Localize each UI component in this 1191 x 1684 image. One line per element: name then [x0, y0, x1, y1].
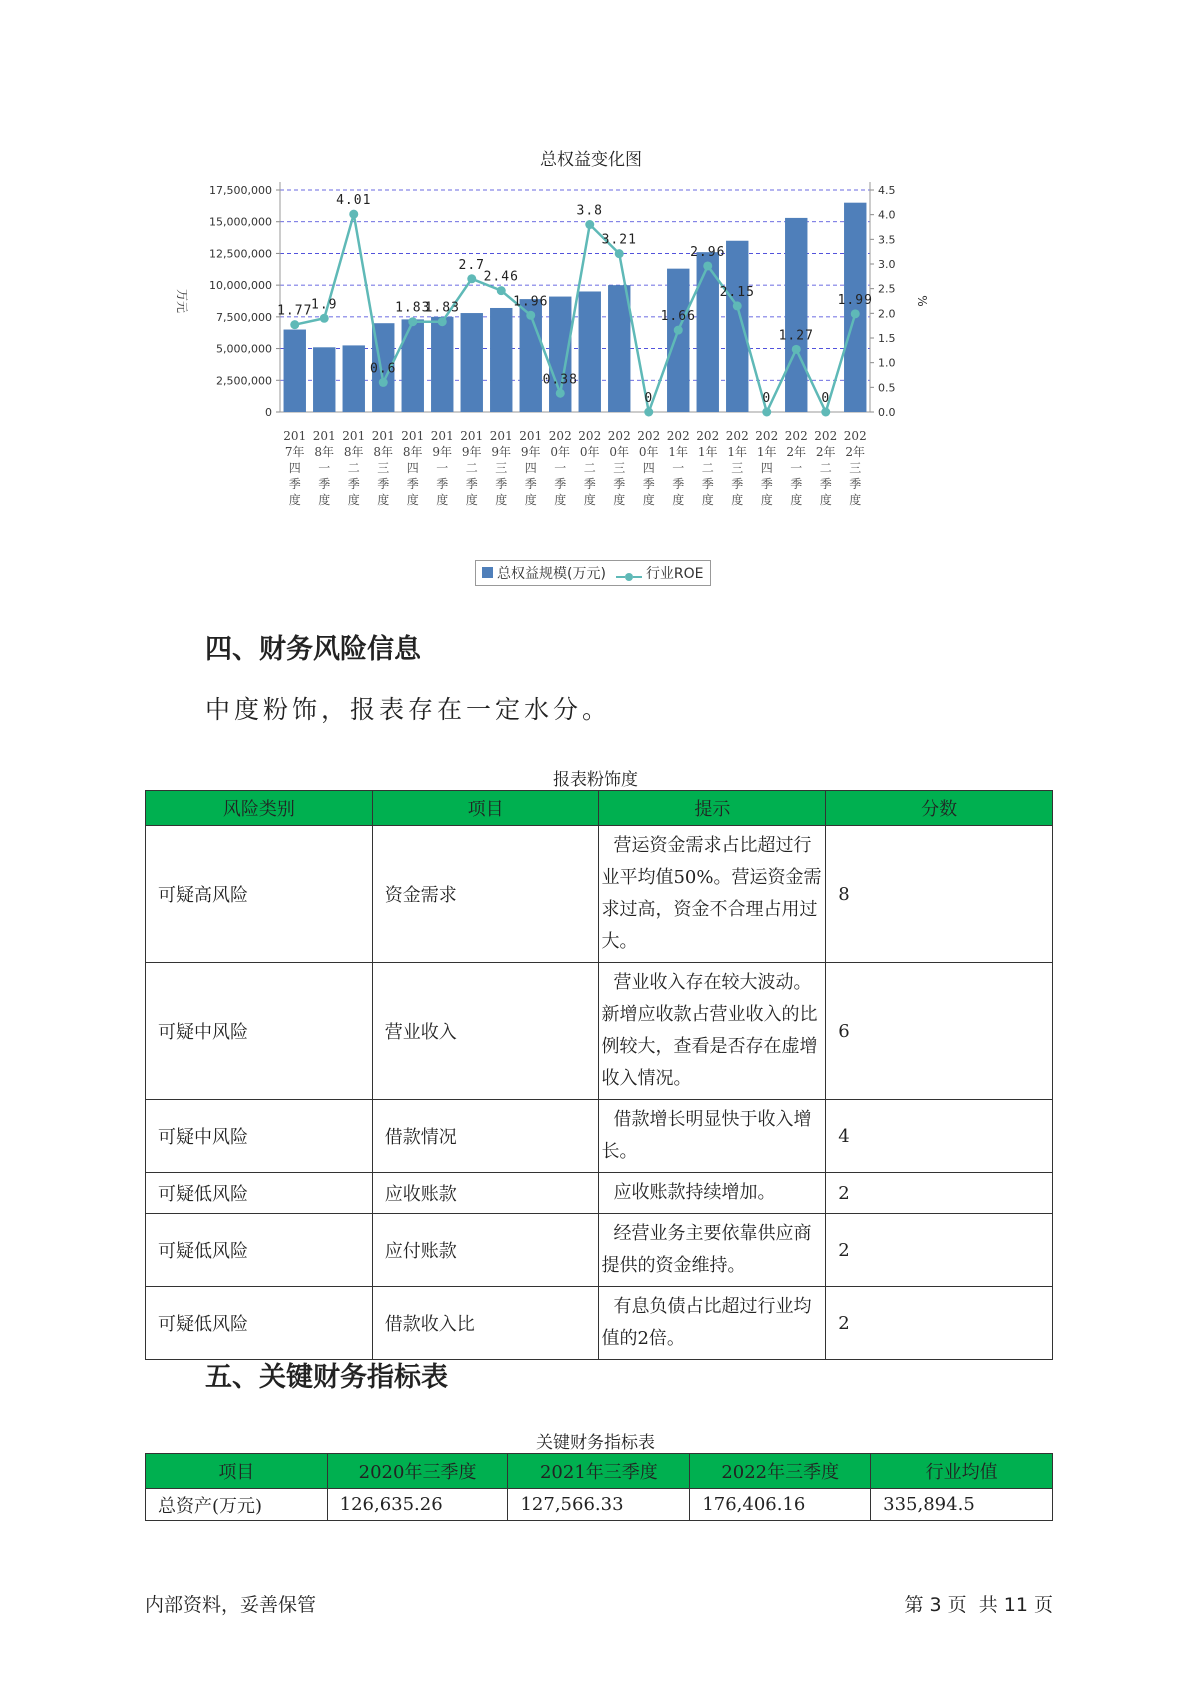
risk-item: 借款情况 — [372, 1100, 599, 1173]
x-tick-label: 季 — [642, 477, 655, 491]
y-left-tick-label: 12,500,000 — [209, 247, 272, 261]
chart-title: 总权益变化图 — [540, 150, 642, 170]
y-right-tick-label: 0.0 — [878, 406, 896, 419]
roe-data-label: 0.6 — [370, 361, 397, 377]
y-right-tick-label: 1.0 — [878, 356, 896, 370]
equity-bar — [490, 308, 512, 412]
x-tick-label: 一 — [318, 461, 331, 475]
roe-data-label: 4.01 — [336, 193, 372, 209]
x-tick-label: 202 — [725, 429, 749, 443]
roe-point — [467, 274, 476, 283]
x-tick-label: 二 — [701, 461, 714, 475]
risk-category: 可疑低风险 — [146, 1287, 373, 1360]
header-cell: 分数 — [826, 791, 1053, 826]
x-tick-label: 度 — [406, 493, 419, 507]
risk-hint: 营运资金需求占比超过行业平均值50%。营运资金需求过高，资金不合理占用过大。 — [599, 826, 826, 963]
risk-table — [145, 790, 1053, 1360]
roe-data-label: 2.15 — [719, 284, 755, 300]
x-tick-label: 201 — [519, 429, 543, 443]
x-tick-label: 季 — [288, 477, 301, 491]
header-cell: 项目 — [372, 791, 599, 826]
risk-hint: 营业收入存在较大波动。新增应收款占营业收入的比例较大，查看是否存在虚增收入情况。 — [599, 963, 826, 1100]
roe-point — [733, 301, 742, 310]
risk-item: 应收账款 — [372, 1173, 599, 1214]
y-left-tick-label: 15,000,000 — [209, 215, 272, 229]
risk-score: 8 — [826, 826, 1053, 963]
x-tick-label: 202 — [607, 429, 631, 443]
table-row — [146, 1489, 1053, 1521]
risk-table-caption: 报表粉饰度 — [553, 770, 638, 790]
roe-point — [526, 311, 535, 320]
x-tick-label: 度 — [288, 493, 301, 507]
risk-score: 2 — [826, 1173, 1053, 1214]
x-tick-label: 度 — [524, 493, 537, 507]
x-tick-label: 度 — [760, 493, 773, 507]
x-tick-label: 201 — [342, 429, 366, 443]
x-tick-label: 8年 — [314, 445, 335, 459]
x-tick-label: 二 — [347, 461, 360, 475]
x-tick-label: 度 — [554, 493, 567, 507]
kpi-table-caption: 关键财务指标表 — [536, 1433, 655, 1453]
x-tick-label: 度 — [377, 493, 390, 507]
x-tick-label: 三 — [613, 461, 626, 475]
x-tick-label: 1年 — [756, 445, 777, 459]
x-tick-label: 9年 — [461, 445, 482, 459]
roe-point — [703, 261, 712, 270]
y-left-tick-label: 10,000,000 — [209, 279, 272, 293]
header-cell: 2021年三季度 — [508, 1454, 690, 1489]
risk-item: 应付账款 — [372, 1214, 599, 1287]
x-tick-label: 季 — [436, 477, 449, 491]
x-tick-label: 季 — [819, 477, 832, 491]
x-tick-label: 202 — [843, 429, 867, 443]
x-tick-label: 201 — [312, 429, 336, 443]
roe-data-label: 1.99 — [837, 292, 873, 308]
risk-score: 2 — [826, 1214, 1053, 1287]
roe-point — [349, 210, 358, 219]
x-tick-label: 一 — [554, 461, 567, 475]
x-tick-label: 度 — [819, 493, 832, 507]
roe-point — [408, 317, 417, 326]
header-cell: 2020年三季度 — [327, 1454, 508, 1489]
equity-bar — [579, 291, 601, 412]
header-cell: 提示 — [599, 791, 826, 826]
risk-summary: 中度粉饰，报表存在一定水分。 — [205, 695, 612, 724]
x-tick-label: 一 — [672, 461, 685, 475]
footer-confidential: 内部资料，妥善保管 — [145, 1594, 317, 1616]
roe-point — [438, 317, 447, 326]
x-tick-label: 四 — [524, 461, 537, 475]
kpi-table — [145, 1453, 1053, 1521]
roe-point — [792, 345, 801, 354]
kpi-item: 总资产(万元) — [146, 1489, 328, 1521]
x-tick-label: 度 — [465, 493, 478, 507]
y-right-tick-label: 3.0 — [878, 258, 896, 271]
equity-bar — [284, 330, 306, 412]
roe-data-label: 0.38 — [542, 372, 578, 388]
x-tick-label: 季 — [465, 477, 478, 491]
x-tick-label: 季 — [406, 477, 419, 491]
roe-data-label: 1.83 — [424, 300, 460, 316]
x-tick-label: 度 — [347, 493, 360, 507]
legend-line-item — [616, 563, 704, 583]
roe-point — [674, 326, 683, 335]
x-tick-label: 四 — [288, 461, 301, 475]
x-tick-label: 季 — [701, 477, 714, 491]
x-tick-label: 2年 — [815, 445, 836, 459]
x-tick-label: 四 — [406, 461, 419, 475]
roe-point — [290, 320, 299, 329]
x-tick-label: 202 — [784, 429, 808, 443]
roe-data-label: 1.66 — [660, 309, 696, 325]
kpi-section-title: 五、关键财务指标表 — [205, 1362, 448, 1393]
x-tick-label: 季 — [583, 477, 596, 491]
x-tick-label: 季 — [318, 477, 331, 491]
x-tick-label: 1年 — [668, 445, 689, 459]
risk-hint: 经营业务主要依靠供应商提供的资金维持。 — [599, 1214, 826, 1287]
x-tick-label: 201 — [430, 429, 454, 443]
risk-category: 可疑低风险 — [146, 1214, 373, 1287]
roe-data-label: 2.46 — [483, 269, 519, 285]
y-right-tick-label: 4.0 — [878, 208, 896, 222]
y-right-tick-label: 2.5 — [878, 282, 896, 296]
header-cell: 行业均值 — [871, 1454, 1053, 1489]
roe-data-label: 3.21 — [601, 232, 637, 248]
x-tick-label: 202 — [637, 429, 661, 443]
y-right-tick-label: 0.5 — [878, 381, 896, 395]
roe-point — [615, 249, 624, 258]
y-right-tick-label: 2.0 — [878, 307, 896, 321]
x-tick-label: 2年 — [845, 445, 866, 459]
x-tick-label: 季 — [790, 477, 803, 491]
risk-hint: 借款增长明显快于收入增长。 — [599, 1100, 826, 1173]
roe-point — [320, 314, 329, 323]
x-tick-label: 201 — [460, 429, 484, 443]
roe-data-label: 0 — [644, 391, 654, 406]
roe-point — [821, 408, 830, 417]
y-left-tick-label: 0 — [265, 406, 272, 419]
x-tick-label: 1年 — [727, 445, 748, 459]
equity-bar — [343, 345, 365, 412]
legend-bar-item — [482, 563, 606, 583]
kpi-table-header — [146, 1454, 1053, 1489]
roe-data-label: 1.83 — [395, 300, 431, 316]
x-tick-label: 二 — [819, 461, 832, 475]
roe-point — [556, 389, 565, 398]
x-tick-label: 度 — [613, 493, 626, 507]
x-tick-label: 季 — [377, 477, 390, 491]
risk-category: 可疑中风险 — [146, 963, 373, 1100]
x-tick-label: 8年 — [402, 445, 423, 459]
kpi-value-2021: 127,566.33 — [508, 1489, 690, 1521]
y-left-axis-label: 万元 — [175, 288, 189, 314]
x-tick-label: 一 — [790, 461, 803, 475]
x-tick-label: 度 — [318, 493, 331, 507]
table-row — [146, 1287, 1053, 1360]
x-tick-label: 季 — [613, 477, 626, 491]
x-tick-label: 202 — [548, 429, 572, 443]
kpi-industry-avg: 335,894.5 — [871, 1489, 1053, 1521]
table-row — [146, 1173, 1053, 1214]
x-tick-label: 季 — [731, 477, 744, 491]
roe-data-label: 2.7 — [458, 257, 485, 273]
x-tick-label: 201 — [489, 429, 513, 443]
x-tick-label: 度 — [436, 493, 449, 507]
legend-line-swatch — [616, 573, 642, 581]
y-right-axis-label: % — [915, 295, 929, 307]
x-tick-label: 1年 — [697, 445, 718, 459]
x-tick-label: 7年 — [284, 445, 305, 459]
x-tick-label: 度 — [731, 493, 744, 507]
roe-data-label: 0 — [762, 391, 772, 406]
x-tick-label: 2年 — [786, 445, 807, 459]
roe-point — [851, 309, 860, 318]
x-tick-label: 8年 — [343, 445, 364, 459]
x-tick-label: 度 — [701, 493, 714, 507]
x-tick-label: 202 — [814, 429, 838, 443]
x-tick-label: 度 — [642, 493, 655, 507]
x-tick-label: 三 — [495, 461, 508, 475]
x-tick-label: 四 — [642, 461, 655, 475]
risk-item: 借款收入比 — [372, 1287, 599, 1360]
x-tick-label: 201 — [283, 429, 307, 443]
table-row — [146, 826, 1053, 963]
y-left-tick-label: 7,500,000 — [216, 310, 272, 324]
x-tick-label: 201 — [401, 429, 425, 443]
equity-bar — [667, 269, 689, 412]
x-tick-label: 二 — [583, 461, 596, 475]
risk-hint: 有息负债占比超过行业均值的2倍。 — [599, 1287, 826, 1360]
legend-bar-swatch — [482, 567, 493, 578]
x-tick-label: 0年 — [609, 445, 630, 459]
x-tick-label: 度 — [495, 493, 508, 507]
kpi-value-2020: 126,635.26 — [327, 1489, 508, 1521]
y-left-tick-label: 17,500,000 — [209, 184, 272, 197]
x-tick-label: 三 — [377, 461, 390, 475]
x-tick-label: 0年 — [550, 445, 571, 459]
x-tick-label: 9年 — [491, 445, 512, 459]
x-tick-label: 0年 — [579, 445, 600, 459]
x-tick-label: 度 — [672, 493, 685, 507]
y-left-tick-label: 2,500,000 — [216, 374, 272, 388]
x-tick-label: 202 — [666, 429, 690, 443]
risk-score: 6 — [826, 963, 1053, 1100]
roe-data-label: 2.96 — [690, 244, 726, 260]
equity-bar — [313, 347, 335, 412]
roe-point — [497, 286, 506, 295]
risk-hint: 应收账款持续增加。 — [599, 1173, 826, 1214]
equity-bar — [608, 285, 630, 412]
equity-bar — [461, 313, 483, 412]
risk-section-title: 四、财务风险信息 — [205, 634, 421, 665]
risk-item: 资金需求 — [372, 826, 599, 963]
x-tick-label: 度 — [583, 493, 596, 507]
table-row — [146, 963, 1053, 1100]
risk-table-header — [146, 791, 1053, 826]
roe-data-label: 1.96 — [513, 294, 549, 310]
risk-category: 可疑低风险 — [146, 1173, 373, 1214]
table-row — [146, 1214, 1053, 1287]
roe-point — [644, 408, 653, 417]
equity-bar — [726, 241, 748, 412]
risk-score: 4 — [826, 1100, 1053, 1173]
equity-bar — [785, 218, 807, 412]
equity-bar — [402, 319, 424, 412]
page-number: 第 3 页 共 11 页 — [904, 1594, 1053, 1616]
x-tick-label: 202 — [578, 429, 602, 443]
legend-line-label: 行业ROE — [645, 566, 704, 582]
x-tick-label: 度 — [790, 493, 803, 507]
x-tick-label: 季 — [554, 477, 567, 491]
table-row — [146, 1100, 1053, 1173]
x-tick-label: 季 — [849, 477, 862, 491]
roe-point — [379, 378, 388, 387]
equity-chart — [170, 170, 1030, 610]
roe-data-label: 1.9 — [311, 297, 338, 313]
y-right-tick-label: 3.5 — [878, 233, 896, 247]
x-tick-label: 9年 — [432, 445, 453, 459]
x-tick-label: 四 — [760, 461, 773, 475]
risk-category: 可疑高风险 — [146, 826, 373, 963]
x-tick-label: 8年 — [373, 445, 394, 459]
y-left-tick-label: 5,000,000 — [216, 342, 272, 356]
x-tick-label: 9年 — [520, 445, 541, 459]
x-tick-label: 季 — [495, 477, 508, 491]
roe-data-label: 3.8 — [576, 203, 603, 219]
x-tick-label: 季 — [672, 477, 685, 491]
equity-bar — [431, 317, 453, 412]
x-tick-label: 一 — [436, 461, 449, 475]
roe-point — [762, 408, 771, 417]
chart-legend — [475, 560, 711, 586]
roe-data-label: 1.27 — [778, 328, 814, 344]
legend-bar-label: 总权益规模(万元) — [497, 566, 606, 582]
x-tick-label: 季 — [760, 477, 773, 491]
x-tick-label: 二 — [465, 461, 478, 475]
x-tick-label: 三 — [849, 461, 862, 475]
y-right-tick-label: 1.5 — [878, 332, 896, 345]
x-tick-label: 季 — [524, 477, 537, 491]
header-cell: 项目 — [146, 1454, 328, 1489]
x-tick-label: 季 — [347, 477, 360, 491]
x-tick-label: 度 — [849, 493, 862, 507]
x-tick-label: 0年 — [638, 445, 659, 459]
risk-item: 营业收入 — [372, 963, 599, 1100]
y-right-tick-label: 4.5 — [878, 184, 896, 197]
header-cell: 风险类别 — [146, 791, 373, 826]
x-tick-label: 201 — [371, 429, 395, 443]
roe-data-label: 1.77 — [277, 303, 313, 319]
roe-point — [585, 220, 594, 229]
header-cell: 2022年三季度 — [690, 1454, 871, 1489]
kpi-value-2022: 176,406.16 — [690, 1489, 871, 1521]
risk-category: 可疑中风险 — [146, 1100, 373, 1173]
x-tick-label: 202 — [755, 429, 779, 443]
x-tick-label: 三 — [731, 461, 744, 475]
x-tick-label: 202 — [696, 429, 720, 443]
risk-score: 2 — [826, 1287, 1053, 1360]
roe-data-label: 0 — [821, 391, 831, 406]
